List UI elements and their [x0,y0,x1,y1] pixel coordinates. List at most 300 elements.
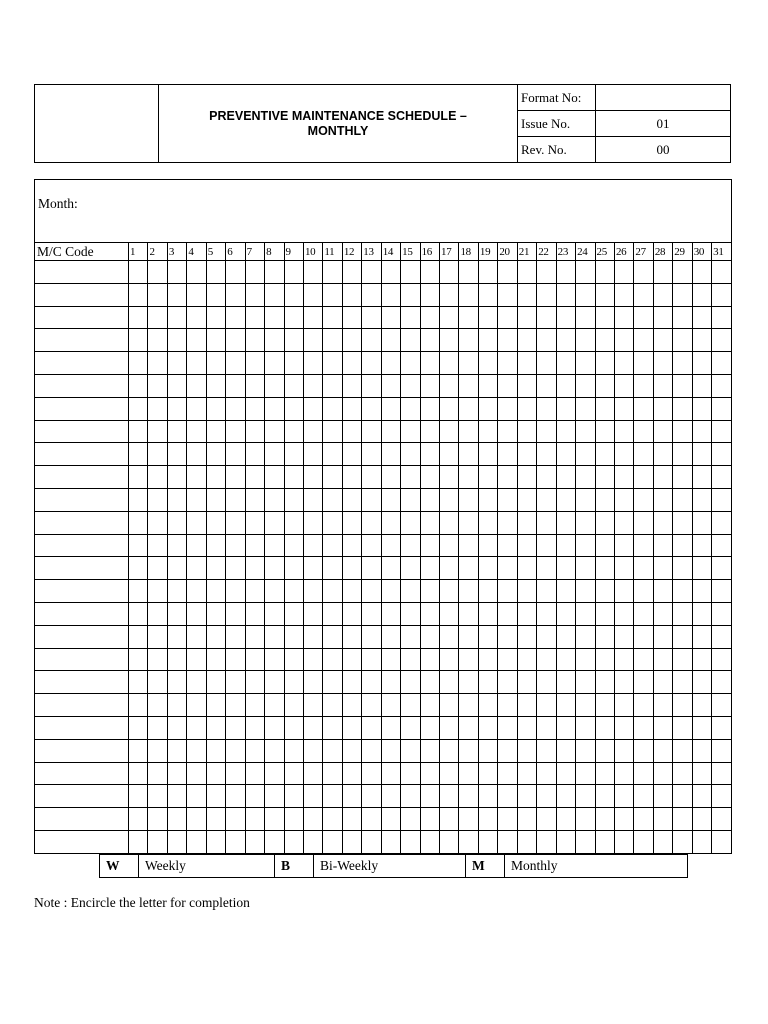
day-cell[interactable] [206,694,225,717]
day-cell[interactable] [614,580,633,603]
day-cell[interactable] [556,557,575,580]
day-cell[interactable] [362,397,381,420]
day-cell[interactable] [712,511,732,534]
day-cell[interactable] [167,352,186,375]
day-cell[interactable] [517,283,536,306]
day-cell[interactable] [692,443,711,466]
day-cell[interactable] [206,785,225,808]
day-cell[interactable] [303,283,322,306]
day-cell[interactable] [537,283,556,306]
day-cell[interactable] [342,557,361,580]
day-cell[interactable] [303,352,322,375]
day-cell[interactable] [381,374,400,397]
day-cell[interactable] [498,511,517,534]
day-cell[interactable] [653,648,672,671]
day-cell[interactable] [420,283,439,306]
day-cell[interactable] [362,306,381,329]
day-cell[interactable] [673,808,692,831]
day-cell[interactable] [576,716,595,739]
day-cell[interactable] [673,557,692,580]
day-cell[interactable] [673,420,692,443]
day-cell[interactable] [712,648,732,671]
day-cell[interactable] [440,785,459,808]
day-cell[interactable] [206,488,225,511]
day-cell[interactable] [362,671,381,694]
day-cell[interactable] [653,534,672,557]
day-cell[interactable] [556,283,575,306]
day-cell[interactable] [401,580,420,603]
day-cell[interactable] [420,511,439,534]
day-cell[interactable] [226,397,245,420]
day-cell[interactable] [245,329,264,352]
day-cell[interactable] [595,534,614,557]
day-cell[interactable] [595,466,614,489]
day-cell[interactable] [556,694,575,717]
day-cell[interactable] [226,808,245,831]
day-cell[interactable] [653,808,672,831]
day-cell[interactable] [634,488,653,511]
day-cell[interactable] [673,261,692,284]
day-cell[interactable] [148,443,167,466]
day-cell[interactable] [653,352,672,375]
day-cell[interactable] [187,283,206,306]
day-cell[interactable] [556,306,575,329]
day-cell[interactable] [323,534,342,557]
day-cell[interactable] [187,671,206,694]
day-cell[interactable] [712,830,732,853]
day-cell[interactable] [401,739,420,762]
day-cell[interactable] [653,488,672,511]
day-cell[interactable] [303,374,322,397]
day-cell[interactable] [226,488,245,511]
day-cell[interactable] [323,420,342,443]
day-cell[interactable] [381,488,400,511]
day-cell[interactable] [440,488,459,511]
day-cell[interactable] [692,557,711,580]
mc-code-cell[interactable] [35,762,129,785]
day-cell[interactable] [556,261,575,284]
day-cell[interactable] [206,557,225,580]
day-cell[interactable] [459,329,478,352]
day-cell[interactable] [245,602,264,625]
day-cell[interactable] [420,580,439,603]
day-cell[interactable] [381,420,400,443]
day-cell[interactable] [556,648,575,671]
day-cell[interactable] [167,602,186,625]
day-cell[interactable] [187,306,206,329]
day-cell[interactable] [401,808,420,831]
day-cell[interactable] [381,625,400,648]
day-cell[interactable] [537,374,556,397]
day-cell[interactable] [673,397,692,420]
day-cell[interactable] [556,625,575,648]
day-cell[interactable] [129,648,148,671]
day-cell[interactable] [498,329,517,352]
day-cell[interactable] [692,283,711,306]
day-cell[interactable] [614,694,633,717]
day-cell[interactable] [576,762,595,785]
day-cell[interactable] [284,716,303,739]
day-cell[interactable] [265,739,284,762]
day-cell[interactable] [381,443,400,466]
day-cell[interactable] [303,261,322,284]
day-cell[interactable] [381,671,400,694]
day-cell[interactable] [712,534,732,557]
day-cell[interactable] [537,261,556,284]
day-cell[interactable] [206,534,225,557]
day-cell[interactable] [129,352,148,375]
day-cell[interactable] [498,534,517,557]
day-cell[interactable] [653,557,672,580]
day-cell[interactable] [634,648,653,671]
day-cell[interactable] [265,808,284,831]
day-cell[interactable] [362,261,381,284]
day-cell[interactable] [323,808,342,831]
day-cell[interactable] [420,329,439,352]
day-cell[interactable] [712,694,732,717]
day-cell[interactable] [634,443,653,466]
day-cell[interactable] [478,694,497,717]
mc-code-cell[interactable] [35,306,129,329]
day-cell[interactable] [167,671,186,694]
mc-code-cell[interactable] [35,830,129,853]
day-cell[interactable] [401,716,420,739]
day-cell[interactable] [167,534,186,557]
day-cell[interactable] [226,671,245,694]
day-cell[interactable] [517,306,536,329]
day-cell[interactable] [226,283,245,306]
day-cell[interactable] [206,648,225,671]
day-cell[interactable] [478,283,497,306]
day-cell[interactable] [245,534,264,557]
day-cell[interactable] [517,580,536,603]
day-cell[interactable] [576,580,595,603]
day-cell[interactable] [148,671,167,694]
day-cell[interactable] [323,511,342,534]
day-cell[interactable] [576,694,595,717]
day-cell[interactable] [440,534,459,557]
day-cell[interactable] [187,534,206,557]
day-cell[interactable] [245,830,264,853]
day-cell[interactable] [556,739,575,762]
day-cell[interactable] [634,739,653,762]
day-cell[interactable] [556,830,575,853]
day-cell[interactable] [342,352,361,375]
day-cell[interactable] [362,466,381,489]
day-cell[interactable] [692,466,711,489]
day-cell[interactable] [634,534,653,557]
day-cell[interactable] [401,671,420,694]
day-cell[interactable] [167,443,186,466]
day-cell[interactable] [342,808,361,831]
day-cell[interactable] [576,283,595,306]
day-cell[interactable] [498,420,517,443]
day-cell[interactable] [323,625,342,648]
day-cell[interactable] [265,762,284,785]
day-cell[interactable] [556,420,575,443]
day-cell[interactable] [129,602,148,625]
day-cell[interactable] [614,261,633,284]
day-cell[interactable] [440,602,459,625]
day-cell[interactable] [362,443,381,466]
day-cell[interactable] [303,808,322,831]
day-cell[interactable] [614,625,633,648]
day-cell[interactable] [167,466,186,489]
day-cell[interactable] [187,420,206,443]
day-cell[interactable] [478,352,497,375]
day-cell[interactable] [595,488,614,511]
mc-code-cell[interactable] [35,397,129,420]
day-cell[interactable] [498,397,517,420]
day-cell[interactable] [634,762,653,785]
day-cell[interactable] [440,352,459,375]
day-cell[interactable] [478,762,497,785]
day-cell[interactable] [595,557,614,580]
day-cell[interactable] [323,671,342,694]
day-cell[interactable] [595,329,614,352]
day-cell[interactable] [595,420,614,443]
day-cell[interactable] [673,283,692,306]
day-cell[interactable] [537,466,556,489]
day-cell[interactable] [576,648,595,671]
day-cell[interactable] [420,830,439,853]
day-cell[interactable] [537,420,556,443]
mc-code-cell[interactable] [35,557,129,580]
day-cell[interactable] [556,716,575,739]
day-cell[interactable] [478,580,497,603]
day-cell[interactable] [323,397,342,420]
day-cell[interactable] [148,625,167,648]
day-cell[interactable] [323,557,342,580]
day-cell[interactable] [129,625,148,648]
day-cell[interactable] [459,283,478,306]
day-cell[interactable] [303,488,322,511]
day-cell[interactable] [362,602,381,625]
day-cell[interactable] [692,329,711,352]
day-cell[interactable] [556,352,575,375]
mc-code-cell[interactable] [35,580,129,603]
day-cell[interactable] [673,511,692,534]
day-cell[interactable] [284,420,303,443]
day-cell[interactable] [517,397,536,420]
day-cell[interactable] [381,466,400,489]
mc-code-cell[interactable] [35,716,129,739]
day-cell[interactable] [206,283,225,306]
day-cell[interactable] [712,762,732,785]
day-cell[interactable] [634,557,653,580]
day-cell[interactable] [595,694,614,717]
day-cell[interactable] [576,602,595,625]
day-cell[interactable] [595,306,614,329]
day-cell[interactable] [148,739,167,762]
day-cell[interactable] [692,352,711,375]
day-cell[interactable] [576,488,595,511]
day-cell[interactable] [265,283,284,306]
day-cell[interactable] [206,671,225,694]
day-cell[interactable] [498,830,517,853]
day-cell[interactable] [498,785,517,808]
day-cell[interactable] [459,511,478,534]
day-cell[interactable] [381,261,400,284]
day-cell[interactable] [167,625,186,648]
day-cell[interactable] [167,374,186,397]
day-cell[interactable] [401,374,420,397]
rev-no-value[interactable]: 00 [596,137,731,163]
day-cell[interactable] [537,306,556,329]
day-cell[interactable] [226,352,245,375]
day-cell[interactable] [420,762,439,785]
day-cell[interactable] [576,808,595,831]
day-cell[interactable] [459,762,478,785]
day-cell[interactable] [245,739,264,762]
day-cell[interactable] [692,671,711,694]
day-cell[interactable] [712,671,732,694]
day-cell[interactable] [556,580,575,603]
day-cell[interactable] [459,443,478,466]
day-cell[interactable] [129,306,148,329]
day-cell[interactable] [129,785,148,808]
day-cell[interactable] [362,352,381,375]
day-cell[interactable] [265,488,284,511]
day-cell[interactable] [167,261,186,284]
day-cell[interactable] [498,466,517,489]
day-cell[interactable] [459,352,478,375]
day-cell[interactable] [265,511,284,534]
day-cell[interactable] [459,716,478,739]
day-cell[interactable] [673,694,692,717]
day-cell[interactable] [517,420,536,443]
day-cell[interactable] [576,261,595,284]
day-cell[interactable] [265,830,284,853]
day-cell[interactable] [576,374,595,397]
day-cell[interactable] [323,352,342,375]
day-cell[interactable] [284,466,303,489]
day-cell[interactable] [537,625,556,648]
day-cell[interactable] [653,671,672,694]
day-cell[interactable] [284,557,303,580]
day-cell[interactable] [206,261,225,284]
day-cell[interactable] [537,648,556,671]
day-cell[interactable] [303,671,322,694]
day-cell[interactable] [517,261,536,284]
day-cell[interactable] [673,739,692,762]
day-cell[interactable] [576,785,595,808]
day-cell[interactable] [401,762,420,785]
day-cell[interactable] [478,785,497,808]
day-cell[interactable] [692,785,711,808]
day-cell[interactable] [595,283,614,306]
day-cell[interactable] [381,511,400,534]
day-cell[interactable] [401,352,420,375]
day-cell[interactable] [265,443,284,466]
day-cell[interactable] [148,261,167,284]
day-cell[interactable] [187,739,206,762]
day-cell[interactable] [187,466,206,489]
day-cell[interactable] [342,397,361,420]
day-cell[interactable] [342,602,361,625]
day-cell[interactable] [595,397,614,420]
day-cell[interactable] [245,374,264,397]
day-cell[interactable] [226,580,245,603]
day-cell[interactable] [673,352,692,375]
day-cell[interactable] [148,557,167,580]
day-cell[interactable] [517,602,536,625]
day-cell[interactable] [167,488,186,511]
day-cell[interactable] [614,283,633,306]
day-cell[interactable] [381,716,400,739]
day-cell[interactable] [245,466,264,489]
day-cell[interactable] [440,739,459,762]
day-cell[interactable] [303,625,322,648]
day-cell[interactable] [129,580,148,603]
day-cell[interactable] [634,466,653,489]
day-cell[interactable] [576,329,595,352]
day-cell[interactable] [129,694,148,717]
day-cell[interactable] [614,352,633,375]
day-cell[interactable] [362,329,381,352]
day-cell[interactable] [265,397,284,420]
day-cell[interactable] [245,671,264,694]
day-cell[interactable] [537,557,556,580]
day-cell[interactable] [498,261,517,284]
day-cell[interactable] [576,352,595,375]
day-cell[interactable] [206,808,225,831]
day-cell[interactable] [187,694,206,717]
day-cell[interactable] [245,352,264,375]
day-cell[interactable] [634,716,653,739]
day-cell[interactable] [498,808,517,831]
day-cell[interactable] [634,694,653,717]
day-cell[interactable] [323,716,342,739]
day-cell[interactable] [459,739,478,762]
day-cell[interactable] [634,261,653,284]
day-cell[interactable] [478,648,497,671]
day-cell[interactable] [148,488,167,511]
day-cell[interactable] [614,602,633,625]
day-cell[interactable] [692,762,711,785]
day-cell[interactable] [420,261,439,284]
day-cell[interactable] [187,808,206,831]
day-cell[interactable] [303,602,322,625]
day-cell[interactable] [226,602,245,625]
day-cell[interactable] [634,830,653,853]
day-cell[interactable] [459,261,478,284]
day-cell[interactable] [459,488,478,511]
day-cell[interactable] [712,329,732,352]
day-cell[interactable] [284,534,303,557]
day-cell[interactable] [226,443,245,466]
day-cell[interactable] [459,397,478,420]
day-cell[interactable] [653,625,672,648]
day-cell[interactable] [517,511,536,534]
day-cell[interactable] [362,374,381,397]
day-cell[interactable] [440,625,459,648]
day-cell[interactable] [420,374,439,397]
day-cell[interactable] [556,808,575,831]
day-cell[interactable] [245,808,264,831]
day-cell[interactable] [517,671,536,694]
day-cell[interactable] [129,374,148,397]
day-cell[interactable] [284,671,303,694]
day-cell[interactable] [440,443,459,466]
day-cell[interactable] [576,511,595,534]
day-cell[interactable] [187,602,206,625]
day-cell[interactable] [245,716,264,739]
day-cell[interactable] [245,488,264,511]
mc-code-cell[interactable] [35,420,129,443]
day-cell[interactable] [226,625,245,648]
day-cell[interactable] [323,466,342,489]
